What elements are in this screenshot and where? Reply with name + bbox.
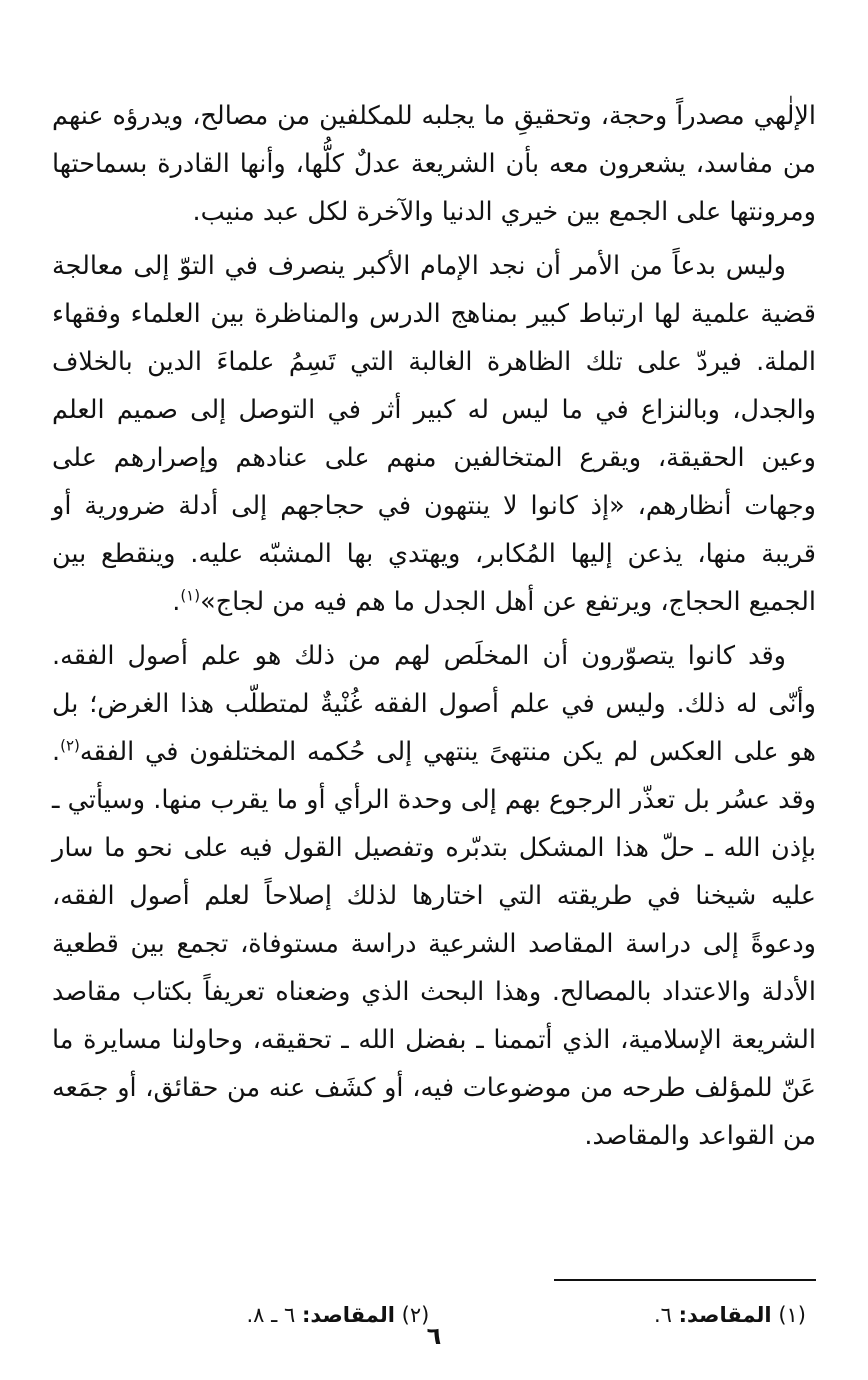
footnote-1-pages: ٦. [653,1303,672,1327]
paragraph-1: الإلٰهي مصدراً وحجة، وتحقيقِ ما يجلبه للمكلفين من مصالح، ويدرؤه عنهم من مفاسد، يشعرون معه بأن الشريعة عدلٌ كلُّها، وأنها القادرة بسماحتها ومرونتها على الجمع بين خيري الدنيا والآخرة لكل عبد منيب. [52,101,816,227]
paragraph-2-tail: . [172,587,181,617]
paragraph-2-text: وليس بدعاً من الأمر أن نجد الإمام الأكبر ينصرف في التوّ إلى معالجة قضية علمية لها ارتباط كبير بمناهج الدرس والمناظرة بين العلماء وفقهاء الملة. فيردّ على تلك الظاهرة الغالبة التي تَسِمُ علماءَ الدين بالخلاف والجدل، وبالنزاع في ما ليس له كبير أثر في التوصل إلى صميم العلم وعين الحقيقة، ويقرع المتخالفين منهم على عنادهم وإصرارهم على وجهات أنظارهم، «إذ كانوا لا ينتهون في حجاجهم إلى أدلة ضرورية أو قريبة منها، يذعن إليها المُكابر، ويهتدي بها المشبّه عليه. وينقطع بين الجميع الحجاج، ويرتفع عن أهل الجدل ما هم فيه من لجاج» [52,251,816,617]
paragraph-3 [52,632,816,1160]
main-text [52,92,816,1160]
page-number: ٦ [426,1322,442,1350]
paragraph-3-text-b: . وقد عسُر بل تعذّر الرجوع بهم إلى وحدة الرأي أو ما يقرب منها. وسيأتي ـ بإذن الله ـ حلّ هذا المشكل بتدبّره وتفصيل القول فيه على نحو ما سار عليه شيخنا في طريقته التي اختارها لذلك إصلاحاً لعلم أصول الفقه، ودعوةً إلى دراسة المقاصد الشرعية دراسة مستوفاة، تجمع بين قطعية الأدلة والاعتداد بالمصالح. وهذا البحث الذي وضعناه تعريفاً بكتاب مقاصد الشريعة الإسلامية، الذي أتممنا ـ بفضل الله ـ تحقيقه، وحاولنا مسايرة ما عَنّ للمؤلف طرحه من موضوعات فيه، أو كشَف عنه من حقائق، أو جمَعه من القواعد والمقاصد. [52,737,816,1151]
footnote-ref-2: (٢) [60,736,80,755]
paragraph-3-text-a: وقد كانوا يتصوّرون أن المخلَص لهم من ذلك هو علم أصول الفقه. وأنّى له ذلك. وليس في علم أصول الفقه غُنْيةٌ لمتطلّب هذا الغرض؛ بل هو على العكس لم يكن منتهىً ينتهي إلى حُكمه المختلفون في الفقه [52,641,816,767]
footnote-2-number: (٢) [401,1303,430,1327]
footnote-2-pages: ٦ ـ ٨. [246,1303,296,1327]
footnote-2-source: المقاصد: [301,1303,395,1327]
footnote-1-source: المقاصد: [678,1303,772,1327]
paragraph-2 [52,242,816,626]
footnote-1-number: (١) [778,1303,806,1327]
footnote-ref-1: (١) [180,586,201,605]
footnote-separator [554,1279,816,1281]
